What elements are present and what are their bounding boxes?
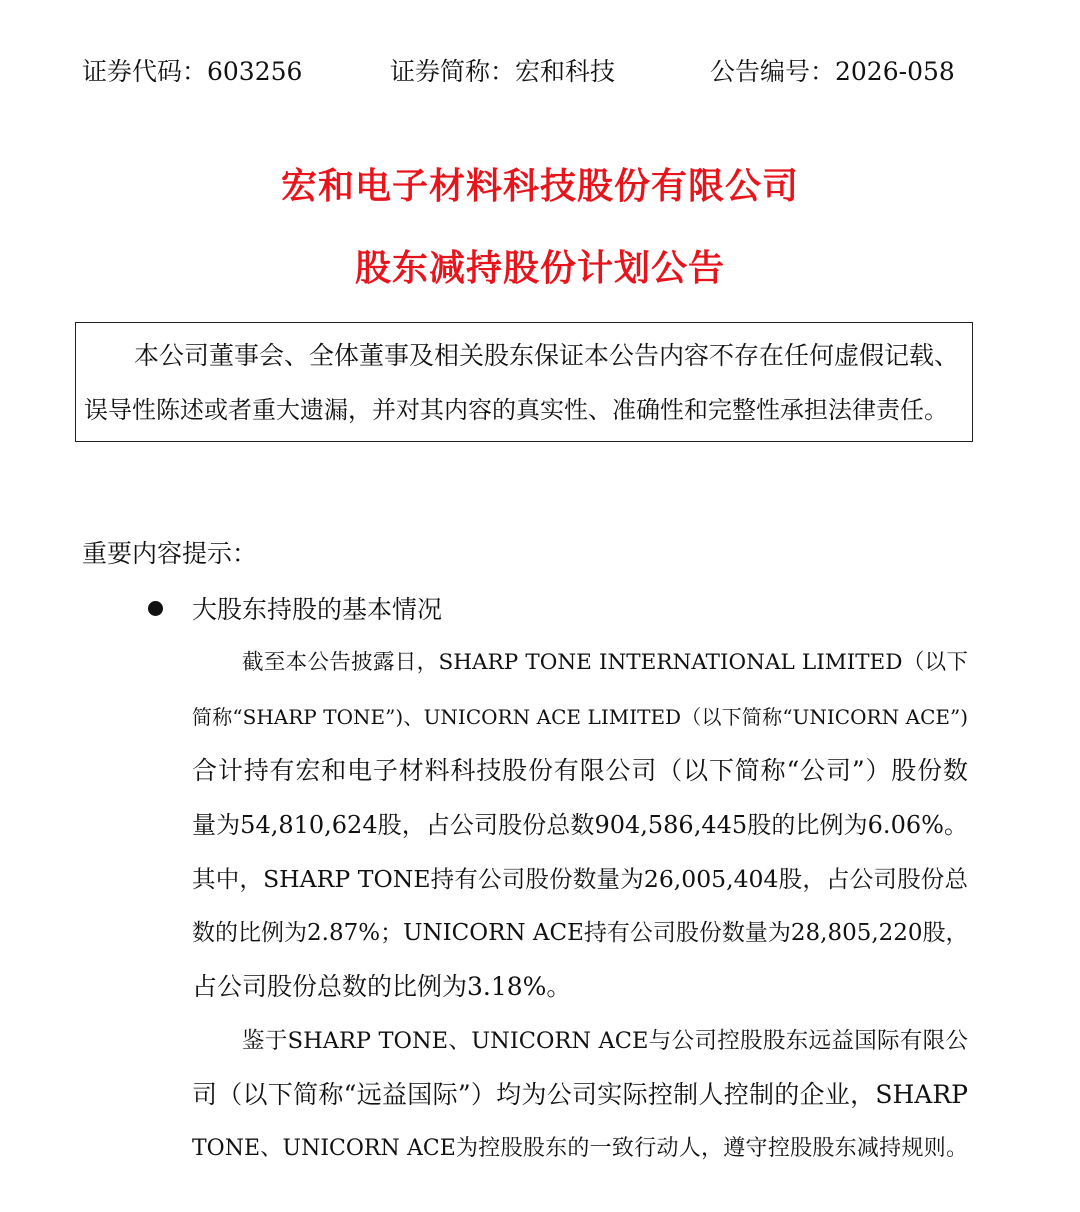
disclaimer-line-2: 误导性陈述或者重大遗漏，并对其内容的真实性、准确性和完整性承担法律责任。 bbox=[84, 396, 948, 424]
paragraph-line: 量为54,810,624股，占公司股份总数904,586,445股的比例为6.06%。 bbox=[192, 811, 968, 839]
bullet-title: 大股东持股的基本情况 bbox=[192, 595, 443, 624]
disclaimer-line-1: 本公司董事会、全体董事及相关股东保证本公告内容不存在任何虚假记载、 bbox=[134, 341, 960, 370]
paragraph-line: 数的比例为2.87%；UNICORN ACE持有公司股份数量为28,805,220股， bbox=[192, 920, 969, 946]
section-heading: 重要内容提示： bbox=[82, 539, 258, 568]
paragraph-line: 截至本公告披露日，SHARP TONE INTERNATIONAL LIMITED（以下 bbox=[242, 650, 968, 675]
disclaimer-box bbox=[75, 322, 973, 442]
bullet-dot-icon bbox=[148, 601, 163, 616]
stock-code: 证券代码：603256 bbox=[82, 57, 303, 86]
paragraph-line: 占公司股份总数的比例为3.18%。 bbox=[192, 972, 572, 1001]
stock-abbreviation: 证券简称：宏和科技 bbox=[390, 57, 616, 86]
paragraph-line: 简称“SHARP TONE”)、UNICORN ACE LIMITED（以下简称“UNICORN ACE”) bbox=[192, 705, 968, 729]
announcement-subject: 股东减持股份计划公告 bbox=[354, 248, 725, 289]
announcement-header bbox=[82, 52, 982, 92]
paragraph-line: TONE、UNICORN ACE为控股股东的一致行动人，遵守控股股东减持规则。 bbox=[192, 1136, 968, 1161]
paragraph-line: 鉴于SHARP TONE、UNICORN ACE与公司控股股东远益国际有限公 bbox=[242, 1028, 968, 1054]
paragraph-line: 司（以下简称“远益国际”）均为公司实际控制人控制的企业，SHARP bbox=[192, 1080, 968, 1109]
notice-number: 公告编号：2026-058 bbox=[710, 57, 955, 86]
paragraph-line: 其中，SHARP TONE持有公司股份数量为26,005,404股，占公司股份总 bbox=[192, 865, 968, 893]
paragraph-line: 合计持有宏和电子材料科技股份有限公司（以下简称“公司”）股份数 bbox=[192, 756, 968, 785]
company-title: 宏和电子材料科技股份有限公司 bbox=[280, 166, 799, 207]
